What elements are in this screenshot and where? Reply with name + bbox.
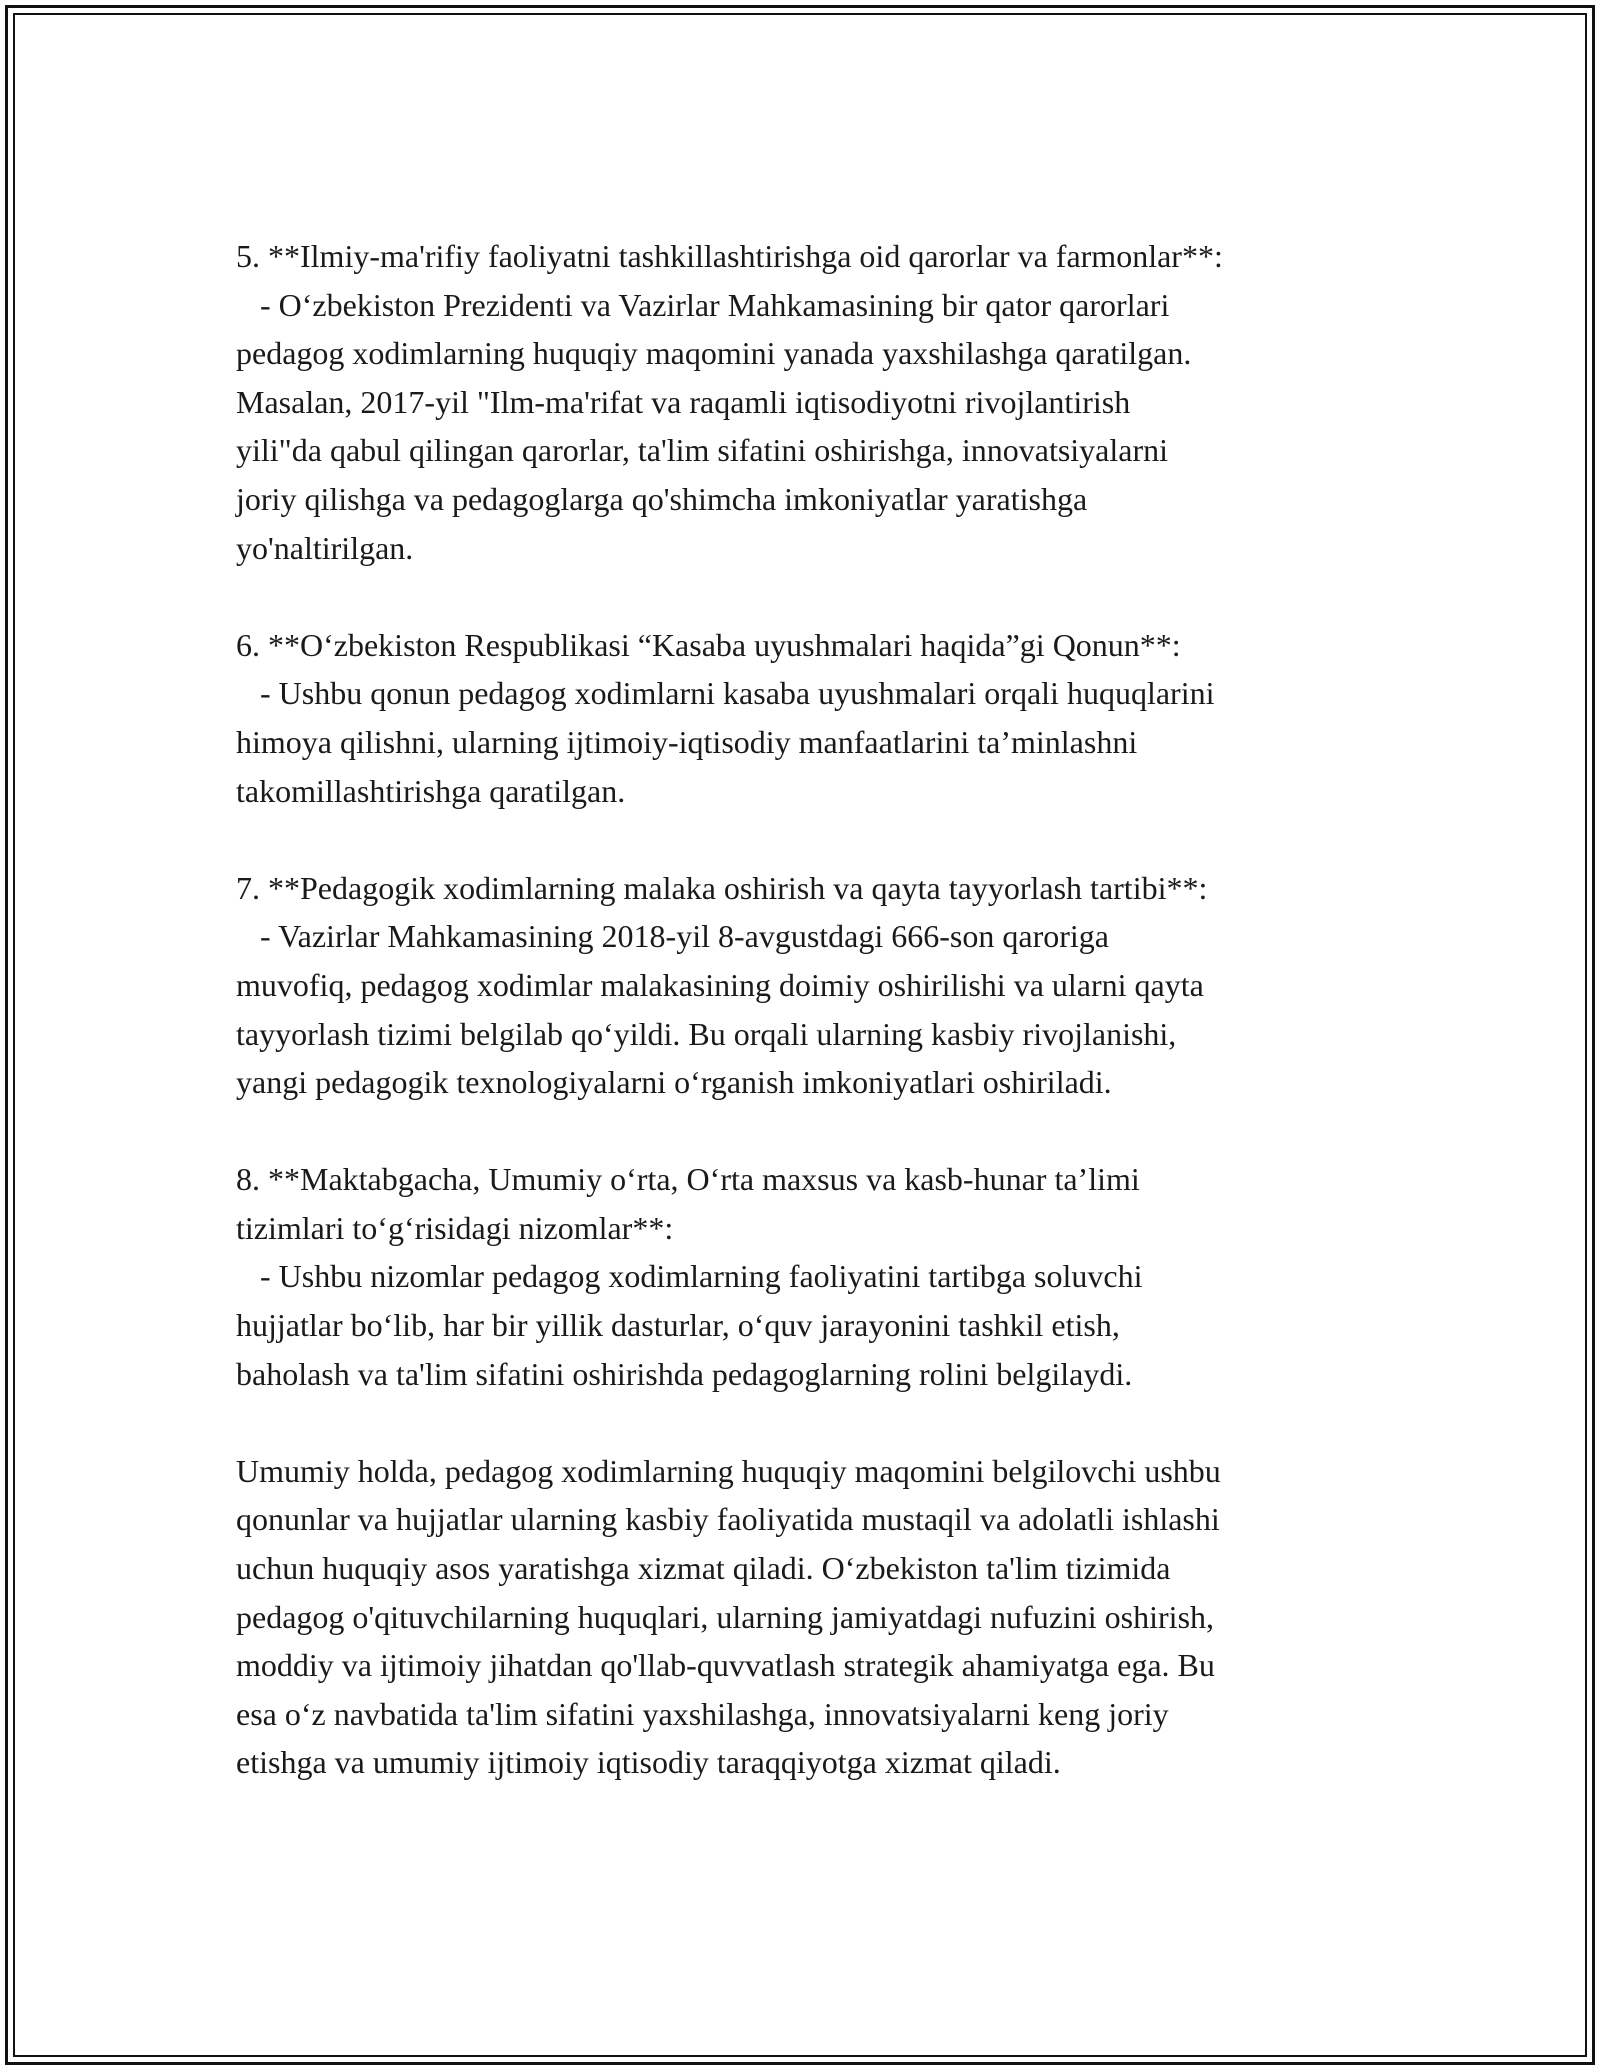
text-line: etishga va umumiy ijtimoiy iqtisodiy taraqqiyotga xizmat qiladi. <box>236 1744 1061 1781</box>
text-line: 7. **Pedagogik xodimlarning malaka oshirish va qayta tayyorlash tartibi**: <box>236 869 1208 906</box>
text-line: tizimlari to‘g‘risidagi nizomlar**: <box>236 1209 674 1246</box>
text-line: esa o‘z navbatida ta'lim sifatini yaxshilashga, innovatsiyalarni keng joriy <box>236 1695 1169 1732</box>
text-line: 8. **Maktabgacha, Umumiy o‘rta, O‘rta maxsus va kasb-hunar ta’limi <box>236 1161 1140 1198</box>
text-line: takomillashtirishga qaratilgan. <box>236 772 626 809</box>
text-line: Masalan, 2017-yil "Ilm-ma'rifat va raqamli iqtisodiyotni rivojlantirish <box>236 383 1131 420</box>
section-item-8 <box>236 1155 1396 1398</box>
text-line: 5. **Ilmiy-ma'rifiy faoliyatni tashkillashtirishga oid qarorlar va farmonlar**: <box>236 238 1223 274</box>
text-line: baholash va ta'lim sifatini oshirishda pedagoglarning rolini belgilaydi. <box>236 1355 1133 1392</box>
text-line: - Ushbu qonun pedagog xodimlarni kasaba uyushmalari orqali huquqlarini <box>236 675 1215 712</box>
section-item-7 <box>236 864 1396 1107</box>
text-line: Umumiy holda, pedagog xodimlarning huquqiy maqomini belgilovchi ushbu <box>236 1452 1221 1489</box>
text-line: moddiy va ijtimoiy jihatdan qo'llab-quvvatlash strategik ahamiyatga ega. Bu <box>236 1647 1215 1684</box>
text-line: pedagog xodimlarning huquqiy maqomini yanada yaxshilashga qaratilgan. <box>236 335 1192 372</box>
document-body <box>236 232 1396 1836</box>
text-line: qonunlar va hujjatlar ularning kasbiy faoliyatida mustaqil va adolatli ishlashi <box>236 1501 1220 1538</box>
section-item-5 <box>236 232 1396 572</box>
text-line: - Vazirlar Mahkamasining 2018-yil 8-avgustdagi 666-son qaroriga <box>236 918 1109 955</box>
text-line: yangi pedagogik texnologiyalarni o‘rganish imkoniyatlari oshiriladi. <box>236 1064 1112 1101</box>
text-line: 6. **O‘zbekiston Respublikasi “Kasaba uyushmalari haqida”gi Qonun**: <box>236 626 1181 663</box>
text-line: joriy qilishga va pedagoglarga qo'shimcha imkoniyatlar yaratishga <box>236 480 1088 517</box>
section-conclusion <box>236 1447 1396 1787</box>
text-line: yili"da qabul qilingan qarorlar, ta'lim sifatini oshirishga, innovatsiyalarni <box>236 432 1169 469</box>
text-line: - Ushbu nizomlar pedagog xodimlarning faoliyatini tartibga soluvchi <box>236 1258 1143 1295</box>
text-line: muvofiq, pedagog xodimlar malakasining doimiy oshirilishi va ularni qayta <box>236 966 1204 1003</box>
text-line: - O‘zbekiston Prezidenti va Vazirlar Mahkamasining bir qator qarorlari <box>236 286 1170 323</box>
text-line: pedagog o'qituvchilarning huquqlari, ularning jamiyatdagi nufuzini oshirish, <box>236 1598 1215 1635</box>
text-line: yo'naltirilgan. <box>236 529 414 566</box>
text-line: tayyorlash tizimi belgilab qo‘yildi. Bu orqali ularning kasbiy rivojlanishi, <box>236 1015 1177 1052</box>
section-item-6 <box>236 621 1396 815</box>
text-line: uchun huquqiy asos yaratishga xizmat qiladi. O‘zbekiston ta'lim tizimida <box>236 1550 1171 1587</box>
text-line: hujjatlar bo‘lib, har bir yillik dasturlar, o‘quv jarayonini tashkil etish, <box>236 1307 1120 1344</box>
text-line: himoya qilishni, ularning ijtimoiy-iqtisodiy manfaatlarini ta’minlashni <box>236 723 1138 760</box>
